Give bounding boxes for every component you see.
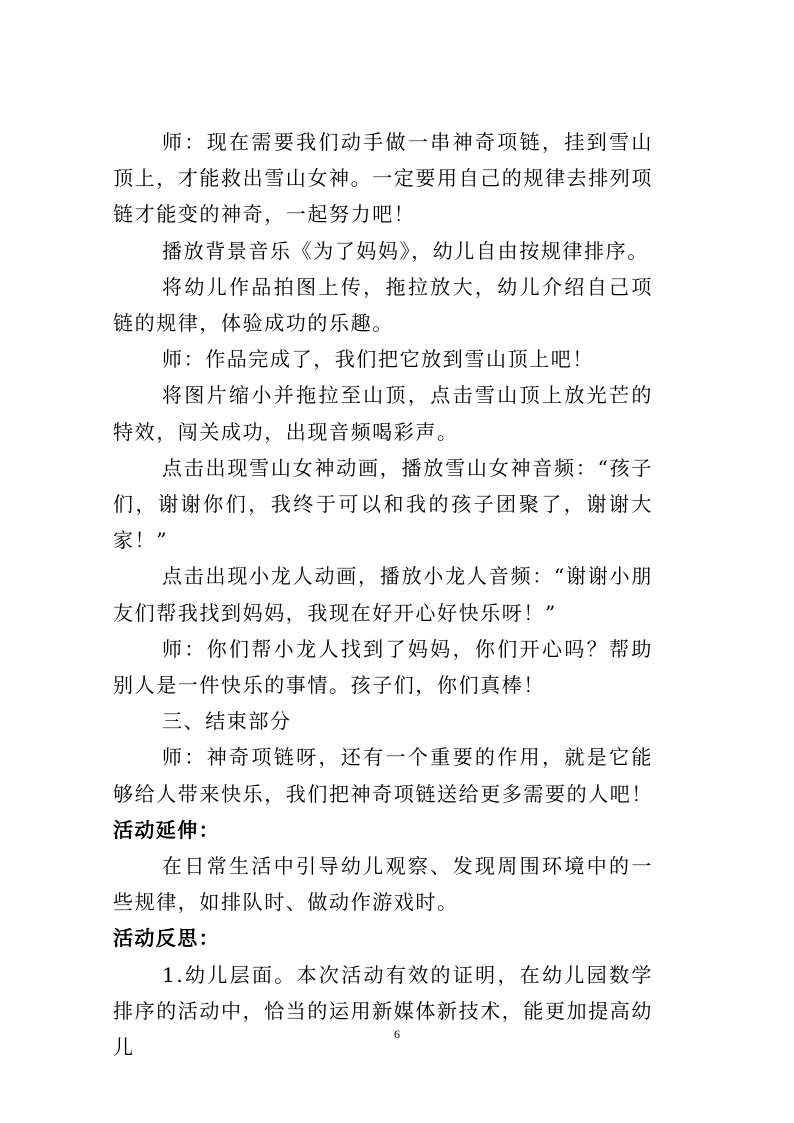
paragraph: 师：现在需要我们动手做一串神奇项链，挂到雪山顶上，才能救出雪山女神。一定要用自己的规律去排列项链才能变的神奇，一起努力吧！ — [113, 130, 653, 227]
section-title: 三、结束部分 — [162, 709, 292, 734]
paragraph: 师：作品完成了，我们把它放到雪山顶上吧！ — [162, 347, 594, 372]
paragraph: 在日常生活中引导幼儿观察、发现周围环境中的一些规律，如排队时、做动作游戏时。 — [113, 854, 653, 915]
section-heading-extension: 活动延伸： — [113, 817, 220, 842]
paragraph: 师：神奇项链呀，还有一个重要的作用，就是它能够给人带来快乐，我们把神奇项链送给更多需要的人吧！ — [113, 745, 653, 806]
paragraph: 点击出现雪山女神动画，播放雪山女神音频：“孩子们，谢谢你们，我终于可以和我的孩子团聚了，谢谢大家！” — [113, 455, 653, 553]
page-number: 6 — [394, 1027, 400, 1041]
paragraph: 点击出现小龙人动画，播放小龙人音频：“谢谢小朋友们帮我找到妈妈，我现在好开心好快乐呀！” — [113, 564, 653, 625]
paragraph: 将幼儿作品拍图上传，拖拉放大，幼儿介绍自己项链的规律，体验成功的乐趣。 — [113, 274, 653, 336]
paragraph: 播放背景音乐《为了妈妈》，幼儿自由按规律排序。 — [162, 238, 649, 263]
document-body — [113, 124, 653, 1065]
paragraph: 师：你们帮小龙人找到了妈妈，你们开心吗？帮助别人是一件快乐的事情。孩子们，你们真棒！ — [113, 636, 653, 698]
paragraph: 将图片缩小并拖拉至山顶，点击雪山顶上放光芒的特效，闯关成功，出现音频喝彩声。 — [113, 383, 653, 444]
section-heading-reflection: 活动反思： — [113, 926, 220, 951]
paragraph: 1.幼儿层面。本次活动有效的证明，在幼儿园数学排序的活动中，恰当的运用新媒体新技术，能更加提高幼儿 — [113, 962, 653, 1060]
